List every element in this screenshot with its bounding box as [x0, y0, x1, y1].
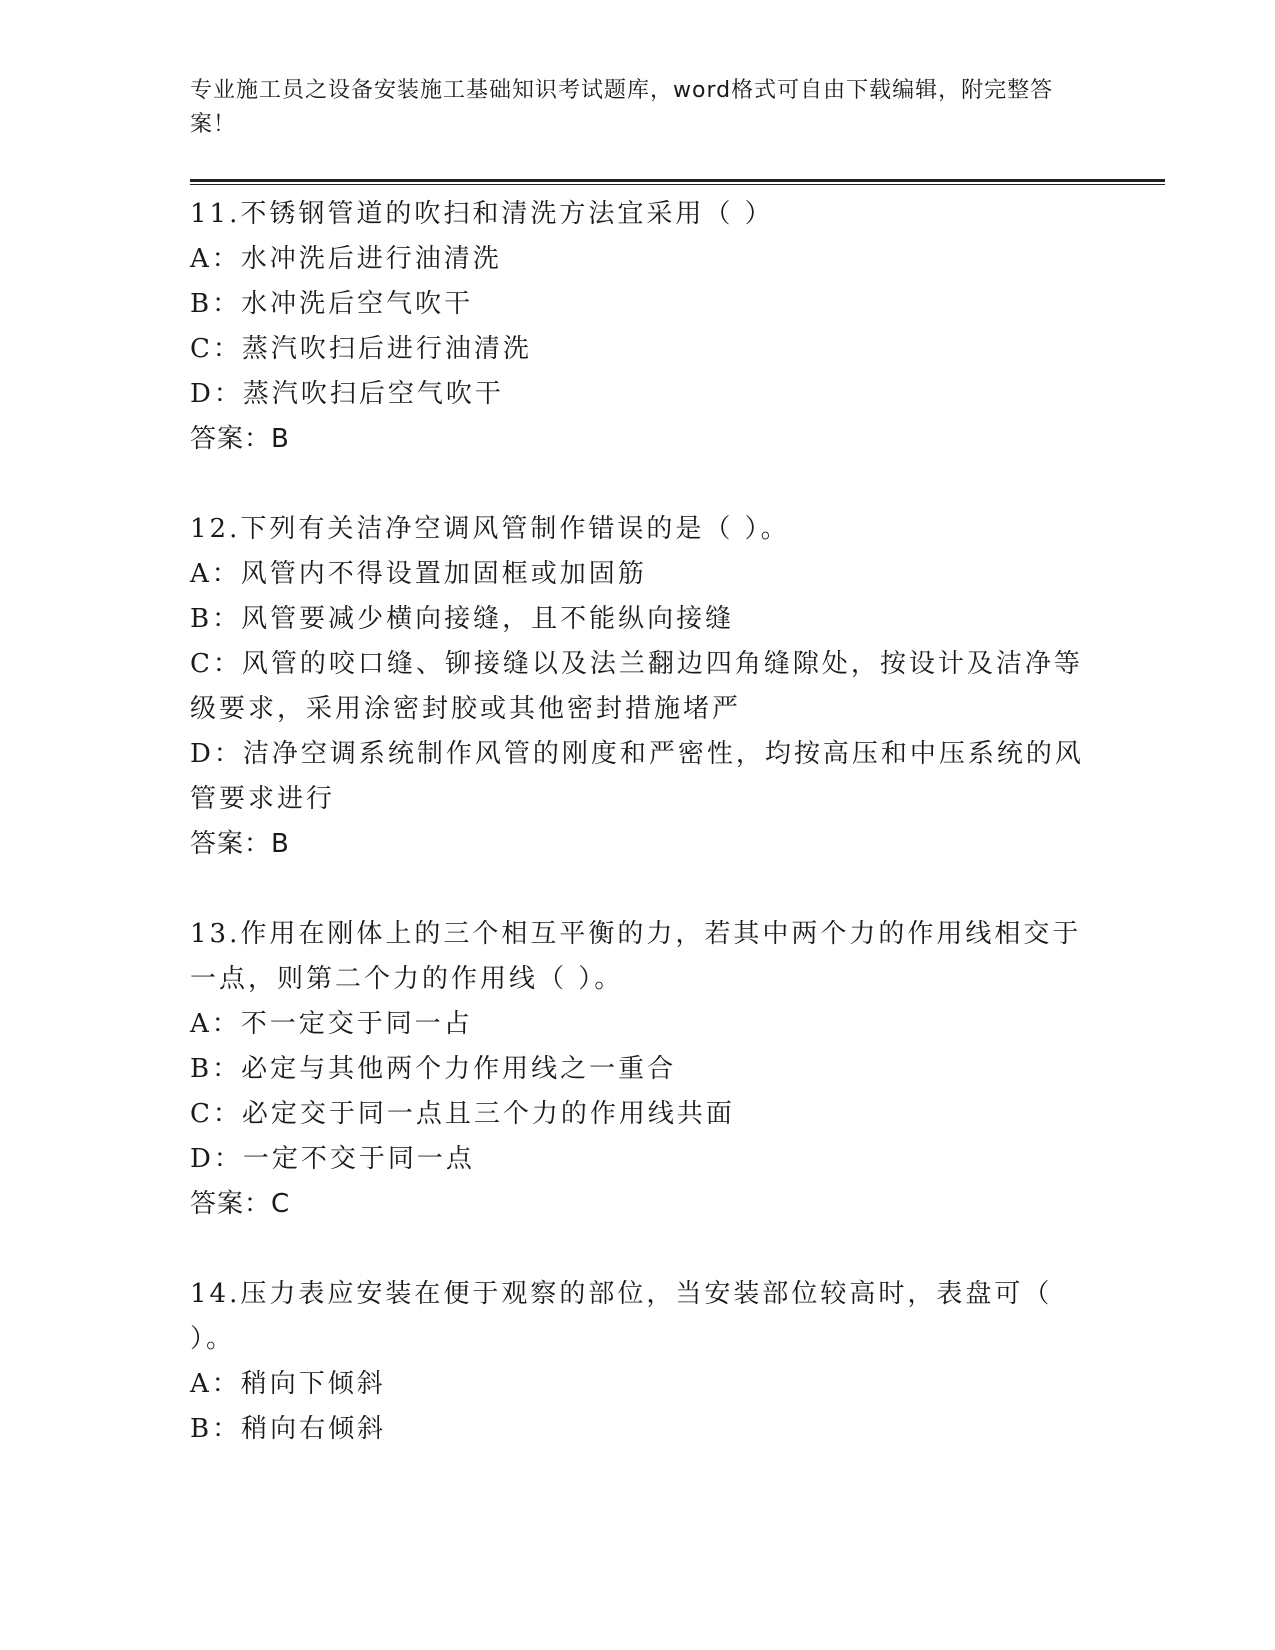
question-12: [190, 507, 1090, 867]
question-13: [190, 912, 1090, 1227]
answer-line: 答案：B: [190, 829, 290, 859]
option-a: [190, 552, 1090, 597]
option-letter: A：: [190, 1009, 241, 1039]
question-stem: 12.下列有关洁净空调风管制作错误的是（ ）。: [190, 514, 790, 544]
option-d: [190, 372, 1090, 417]
answer-line: 答案：C: [190, 1189, 291, 1219]
option-b: [190, 282, 1090, 327]
question-list: [190, 192, 1090, 1497]
question-14: [190, 1272, 1090, 1452]
option-letter: A：: [190, 244, 241, 274]
option-text: 水冲洗后空气吹干: [241, 289, 474, 319]
option-b: [190, 1047, 1090, 1092]
option-text: 必定与其他两个力作用线之一重合: [241, 1054, 677, 1084]
option-letter: C：: [190, 1099, 242, 1129]
option-letter: D：: [190, 739, 243, 769]
option-b: [190, 597, 1090, 642]
option-letter: D：: [190, 379, 243, 409]
option-text: 风管要减少横向接缝，且不能纵向接缝: [241, 604, 735, 634]
option-text: 风管内不得设置加固框或加固筋: [240, 559, 647, 589]
document-header: [190, 74, 1090, 142]
option-letter: B：: [190, 1414, 242, 1444]
option-text: 稍向右倾斜: [241, 1414, 387, 1444]
option-text: 一定不交于同一点: [242, 1144, 475, 1174]
header-rule-thin: [190, 184, 1165, 185]
option-a: [190, 1002, 1090, 1047]
answer-line: 答案：B: [190, 424, 290, 454]
option-c: [190, 327, 1090, 372]
option-text: 风管的咬口缝、铆接缝以及法兰翻边四角缝隙处，按设计及洁净等级要求，采用涂密封胶或其他密封措施堵严: [190, 649, 1083, 724]
option-a: [190, 237, 1090, 282]
option-letter: C：: [190, 649, 242, 679]
option-text: 蒸汽吹扫后进行油清洗: [241, 334, 532, 364]
option-letter: C：: [190, 334, 242, 364]
option-letter: B：: [190, 1054, 242, 1084]
option-text: 不一定交于同一占: [240, 1009, 473, 1039]
option-b: [190, 1407, 1090, 1452]
option-text: 稍向下倾斜: [240, 1369, 386, 1399]
header-rule-thick: [190, 179, 1165, 182]
question-stem: 11.不锈钢管道的吹扫和清洗方法宜采用（ ）: [190, 199, 774, 229]
question-stem: 13.作用在刚体上的三个相互平衡的力，若其中两个力的作用线相交于一点，则第二个力的作用线（ ）。: [190, 919, 1082, 994]
option-letter: B：: [190, 289, 242, 319]
question-11: [190, 192, 1090, 462]
option-text: 必定交于同一点且三个力的作用线共面: [241, 1099, 735, 1129]
question-stem: 14.压力表应安装在便于观察的部位，当安装部位较高时，表盘可（ ）。: [190, 1279, 1053, 1354]
option-letter: A：: [190, 1369, 241, 1399]
option-text: 蒸汽吹扫后空气吹干: [242, 379, 504, 409]
option-c: [190, 1092, 1090, 1137]
option-c: [190, 642, 1090, 732]
option-letter: A：: [190, 559, 241, 589]
option-a: [190, 1362, 1090, 1407]
option-letter: D：: [190, 1144, 243, 1174]
header-title: 专业施工员之设备安装施工基础知识考试题库，word格式可自由下载编辑，附完整答案！: [190, 78, 1054, 137]
option-text: 洁净空调系统制作风管的刚度和严密性，均按高压和中压系统的风管要求进行: [190, 739, 1084, 814]
option-d: [190, 1137, 1090, 1182]
option-d: [190, 732, 1090, 822]
option-letter: B：: [190, 604, 242, 634]
option-text: 水冲洗后进行油清洗: [240, 244, 502, 274]
